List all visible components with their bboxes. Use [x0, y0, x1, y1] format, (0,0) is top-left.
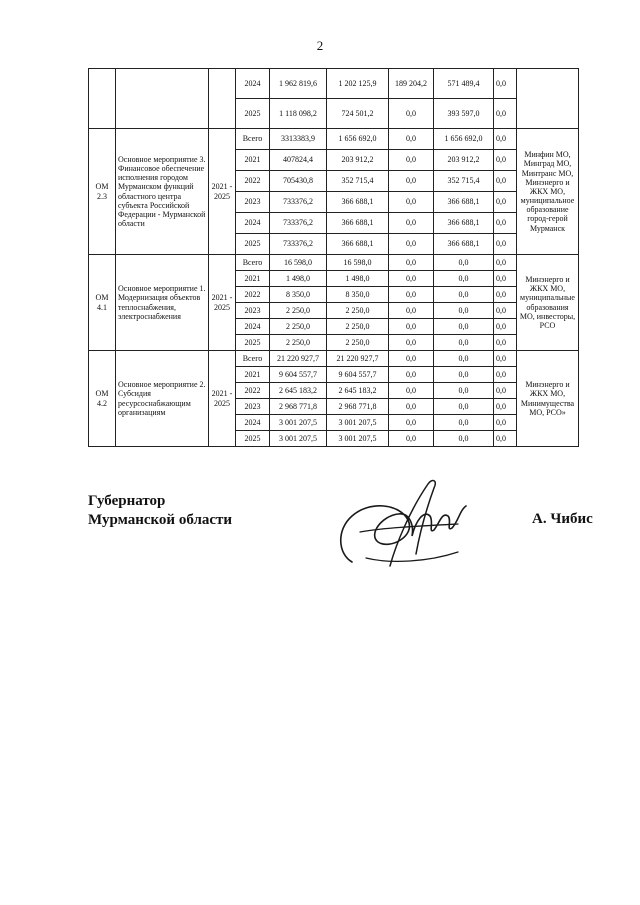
total-cell: 2 250,0	[270, 303, 327, 319]
year-cell: 2024	[236, 69, 270, 99]
period-cell: 2021 - 2025	[209, 129, 236, 255]
local-budget-cell: 0,0	[434, 431, 494, 447]
other-cell: 0,0	[494, 335, 517, 351]
regional-budget-cell: 8 350,0	[327, 287, 389, 303]
year-cell: 2022	[236, 287, 270, 303]
federal-budget-cell: 189 204,2	[389, 69, 434, 99]
measure-code-cell: ОМ 4.2	[89, 351, 116, 447]
other-cell: 0,0	[494, 171, 517, 192]
local-budget-cell: 366 688,1	[434, 192, 494, 213]
local-budget-cell: 0,0	[434, 399, 494, 415]
measure-name-cell: Основное мероприятие 3. Финансовое обеспечение исполнения городом Мурманском функций областного центра субъекта Российской Федерации - Мурманской области	[116, 129, 209, 255]
total-cell: 1 118 098,2	[270, 99, 327, 129]
federal-budget-cell: 0,0	[389, 234, 434, 255]
federal-budget-cell: 0,0	[389, 171, 434, 192]
period-cell: 2021 - 2025	[209, 255, 236, 351]
signatory-name: А. Чибис	[532, 511, 593, 527]
total-cell: 8 350,0	[270, 287, 327, 303]
other-cell: 0,0	[494, 287, 517, 303]
federal-budget-cell: 0,0	[389, 351, 434, 367]
year-cell: 2021	[236, 150, 270, 171]
year-cell: 2025	[236, 234, 270, 255]
regional-budget-cell: 9 604 557,7	[327, 367, 389, 383]
year-cell: Всего	[236, 129, 270, 150]
federal-budget-cell: 0,0	[389, 129, 434, 150]
federal-budget-cell: 0,0	[389, 287, 434, 303]
local-budget-cell: 0,0	[434, 255, 494, 271]
regional-budget-cell: 724 501,2	[327, 99, 389, 129]
local-budget-cell: 0,0	[434, 351, 494, 367]
total-cell: 3 001 207,5	[270, 431, 327, 447]
executors-cell: Минэнерго и ЖКХ МО, муниципальные образования МО, инвесторы, РСО	[517, 255, 579, 351]
federal-budget-cell: 0,0	[389, 319, 434, 335]
local-budget-cell: 0,0	[434, 335, 494, 351]
federal-budget-cell: 0,0	[389, 399, 434, 415]
local-budget-cell: 0,0	[434, 367, 494, 383]
regional-budget-cell: 203 912,2	[327, 150, 389, 171]
year-cell: 2022	[236, 171, 270, 192]
total-cell: 3313383,9	[270, 129, 327, 150]
federal-budget-cell: 0,0	[389, 431, 434, 447]
regional-budget-cell: 3 001 207,5	[327, 431, 389, 447]
total-cell: 3 001 207,5	[270, 415, 327, 431]
local-budget-cell: 203 912,2	[434, 150, 494, 171]
federal-budget-cell: 0,0	[389, 255, 434, 271]
other-cell: 0,0	[494, 271, 517, 287]
year-cell: 2023	[236, 192, 270, 213]
regional-budget-cell: 21 220 927,7	[327, 351, 389, 367]
table-row	[89, 69, 579, 99]
measure-code-cell	[89, 69, 116, 129]
local-budget-cell: 366 688,1	[434, 213, 494, 234]
federal-budget-cell: 0,0	[389, 415, 434, 431]
regional-budget-cell: 2 250,0	[327, 335, 389, 351]
total-cell: 733376,2	[270, 234, 327, 255]
total-cell: 16 598,0	[270, 255, 327, 271]
total-cell: 2 250,0	[270, 319, 327, 335]
year-cell: Всего	[236, 255, 270, 271]
year-cell: 2023	[236, 399, 270, 415]
local-budget-cell: 0,0	[434, 415, 494, 431]
other-cell: 0,0	[494, 192, 517, 213]
local-budget-cell: 0,0	[434, 383, 494, 399]
period-cell	[209, 69, 236, 129]
year-cell: 2025	[236, 335, 270, 351]
period-cell: 2021 - 2025	[209, 351, 236, 447]
federal-budget-cell: 0,0	[389, 99, 434, 129]
other-cell: 0,0	[494, 431, 517, 447]
local-budget-cell: 571 489,4	[434, 69, 494, 99]
measure-code-cell: ОМ 2.3	[89, 129, 116, 255]
measure-code-cell: ОМ 4.1	[89, 255, 116, 351]
total-cell: 733376,2	[270, 192, 327, 213]
total-cell: 2 968 771,8	[270, 399, 327, 415]
other-cell: 0,0	[494, 303, 517, 319]
other-cell: 0,0	[494, 415, 517, 431]
federal-budget-cell: 0,0	[389, 367, 434, 383]
federal-budget-cell: 0,0	[389, 383, 434, 399]
executors-cell	[517, 69, 579, 129]
year-cell: Всего	[236, 351, 270, 367]
signature-title-line1: Губернатор	[88, 493, 166, 509]
other-cell: 0,0	[494, 255, 517, 271]
other-cell: 0,0	[494, 367, 517, 383]
federal-budget-cell: 0,0	[389, 150, 434, 171]
other-cell: 0,0	[494, 129, 517, 150]
table-row	[89, 255, 579, 271]
other-cell: 0,0	[494, 319, 517, 335]
total-cell: 2 645 183,2	[270, 383, 327, 399]
measure-name-cell: Основное мероприятие 2. Субсидия ресурсоснабжающим организациям	[116, 351, 209, 447]
local-budget-cell: 393 597,0	[434, 99, 494, 129]
local-budget-cell: 0,0	[434, 271, 494, 287]
other-cell: 0,0	[494, 69, 517, 99]
year-cell: 2021	[236, 367, 270, 383]
total-cell: 2 250,0	[270, 335, 327, 351]
measure-name-cell	[116, 69, 209, 129]
federal-budget-cell: 0,0	[389, 303, 434, 319]
local-budget-cell: 366 688,1	[434, 234, 494, 255]
federal-budget-cell: 0,0	[389, 213, 434, 234]
regional-budget-cell: 16 598,0	[327, 255, 389, 271]
year-cell: 2024	[236, 415, 270, 431]
local-budget-cell: 1 656 692,0	[434, 129, 494, 150]
table-row	[89, 129, 579, 150]
year-cell: 2022	[236, 383, 270, 399]
year-cell: 2024	[236, 213, 270, 234]
table-row	[89, 351, 579, 367]
regional-budget-cell: 3 001 207,5	[327, 415, 389, 431]
year-cell: 2025	[236, 431, 270, 447]
local-budget-cell: 352 715,4	[434, 171, 494, 192]
other-cell: 0,0	[494, 213, 517, 234]
other-cell: 0,0	[494, 150, 517, 171]
regional-budget-cell: 2 250,0	[327, 303, 389, 319]
executors-cell: Минфин МО, Минград МО, Минтранс МО, Минэнерго и ЖКХ МО, муниципальное образование город-герой Мурманск	[517, 129, 579, 255]
funding-table	[88, 68, 579, 447]
total-cell: 1 962 819,6	[270, 69, 327, 99]
regional-budget-cell: 366 688,1	[327, 192, 389, 213]
total-cell: 9 604 557,7	[270, 367, 327, 383]
funding-table-body	[89, 69, 579, 447]
total-cell: 1 498,0	[270, 271, 327, 287]
other-cell: 0,0	[494, 234, 517, 255]
page-number: 2	[316, 38, 324, 53]
executors-cell: Минэнерго и ЖКХ МО, Минимущества МО, РСО»	[517, 351, 579, 447]
federal-budget-cell: 0,0	[389, 335, 434, 351]
regional-budget-cell: 1 656 692,0	[327, 129, 389, 150]
year-cell: 2025	[236, 99, 270, 129]
local-budget-cell: 0,0	[434, 287, 494, 303]
regional-budget-cell: 2 968 771,8	[327, 399, 389, 415]
regional-budget-cell: 1 202 125,9	[327, 69, 389, 99]
total-cell: 407824,4	[270, 150, 327, 171]
federal-budget-cell: 0,0	[389, 271, 434, 287]
regional-budget-cell: 366 688,1	[327, 213, 389, 234]
measure-name-cell: Основное мероприятие 1. Модернизация объектов теплоснабжения, электроснабжения	[116, 255, 209, 351]
total-cell: 21 220 927,7	[270, 351, 327, 367]
year-cell: 2021	[236, 271, 270, 287]
local-budget-cell: 0,0	[434, 319, 494, 335]
regional-budget-cell: 2 250,0	[327, 319, 389, 335]
year-cell: 2024	[236, 319, 270, 335]
other-cell: 0,0	[494, 399, 517, 415]
signature-title-line2: Мурманской области	[88, 512, 233, 528]
total-cell: 705430,8	[270, 171, 327, 192]
year-cell: 2023	[236, 303, 270, 319]
handwritten-signature-icon	[330, 470, 480, 580]
other-cell: 0,0	[494, 351, 517, 367]
local-budget-cell: 0,0	[434, 303, 494, 319]
total-cell: 733376,2	[270, 213, 327, 234]
other-cell: 0,0	[494, 99, 517, 129]
federal-budget-cell: 0,0	[389, 192, 434, 213]
other-cell: 0,0	[494, 383, 517, 399]
regional-budget-cell: 1 498,0	[327, 271, 389, 287]
regional-budget-cell: 352 715,4	[327, 171, 389, 192]
regional-budget-cell: 366 688,1	[327, 234, 389, 255]
signature-title	[88, 492, 232, 530]
regional-budget-cell: 2 645 183,2	[327, 383, 389, 399]
